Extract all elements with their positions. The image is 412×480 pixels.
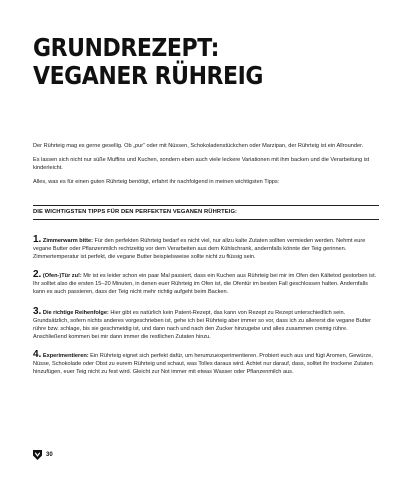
intro-paragraph: Der Rührteig mag es gerne gesellig. Ob „pur“ oder mit Nüssen, Schokoladenstückchen oder Marzipan, der Rührteig ist ein Allrounder. [33, 143, 364, 149]
tip-label: (Ofen-)Tür zu!: [42, 273, 82, 279]
intro-text [33, 142, 378, 192]
tip-label: Experimentieren: [42, 353, 89, 359]
tip-text: Mir ist es leider schon ein paar Mal passiert, dass ein Kuchen aus Rührteig bei mir im Ofen den Kältetod gestorben ist. Ihr solltet also die ersten 15–20 Minuten, in denen euer Rührteig im Ofen ist, die Ofentür im besten Fall geschlossen halten. Andernfalls kann es auch passieren, dass der Teig nicht mehr richtig aufgeht beim Backen. [33, 273, 377, 295]
tip-text: Hier gibt es natürlich kein Patent-Rezept, das kann von Rezept zu Rezept unterschiedlich sein. Grundsätzlich, sofern nichts anderes vorgeschrieben ist, gehe ich bei Rührteig aber immer so vor, dass ich zu allererst die vegane Butter rühre bzw. schlage, bis sie geschmeidig ist, und dann nach und nach den Zucker hinzugebe und alles zusammen cremig rühre. Anschließend kommen bei mir dann immer die restlichen Zutaten hinzu. [33, 310, 371, 340]
tip-item [33, 271, 379, 296]
tip-label: Die richtige Reihenfolge: [42, 310, 109, 316]
tip-number: 2. [33, 269, 42, 280]
tip-number: 4. [33, 349, 42, 360]
title-line-2: VEGANER RÜHREIG [33, 61, 264, 90]
intro-paragraph: Alles, was es für einen guten Rührteig benötigt, erfahrt ihr nachfolgend in meinen wichtigsten Tipps: [33, 179, 280, 185]
intro-paragraph: Es lassen sich nicht nur süße Muffins und Kuchen, sondern eben auch viele leckere Variationen mit ihm backen und die Verarbeitung ist kinderleicht. [33, 157, 370, 171]
page-footer [33, 449, 53, 461]
shield-icon [33, 450, 42, 460]
tip-item [33, 351, 379, 376]
tip-label: Zimmerwarm bitte: [42, 238, 93, 244]
tip-number: 1. [33, 234, 42, 245]
tip-text: Ein Rührteig eignet sich perfekt dafür, um herumzuexperimentieren. Probiert euch aus und fügt Aromen, Gewürze, Nüsse, Schokolade oder Obst zu eurem Rührteig und schaut, was Tolles daraus wird. Achtet nur darauf, dass, solltet ihr trockene Zutaten hinzufügen, euer Teig nicht zu fest wird. Gleicht zur Not immer mit etwas Wasser oder Pflanzenmilch aus. [33, 353, 373, 375]
tip-item [33, 236, 379, 261]
tip-text: Für den perfekten Rührteig bedarf es nicht viel, nur allzu kalte Zutaten sollten vermieden werden. Nehmt eure vegane Butter oder Pflanzenmilch rechtzeitig vor dem Verarbeiten aus dem Kühlschrank, andernfalls könnte der Teig gerinnen. Zimmertemperatur ist perfekt, die vegane Butter beispielsweise sollte nicht zu flüssig sein. [33, 238, 366, 260]
title-line-1: GRUNDREZEPT: [33, 33, 219, 62]
page-title [33, 34, 332, 90]
tip-item [33, 308, 379, 341]
page-number: 30 [46, 452, 53, 458]
tip-number: 3. [33, 306, 42, 317]
divider-bottom [33, 219, 379, 220]
tips-heading: DIE WICHTIGSTEN TIPPS FÜR DEN PERFEKTEN VEGANEN RÜHRTEIG: [33, 209, 238, 215]
divider-top [33, 205, 379, 206]
